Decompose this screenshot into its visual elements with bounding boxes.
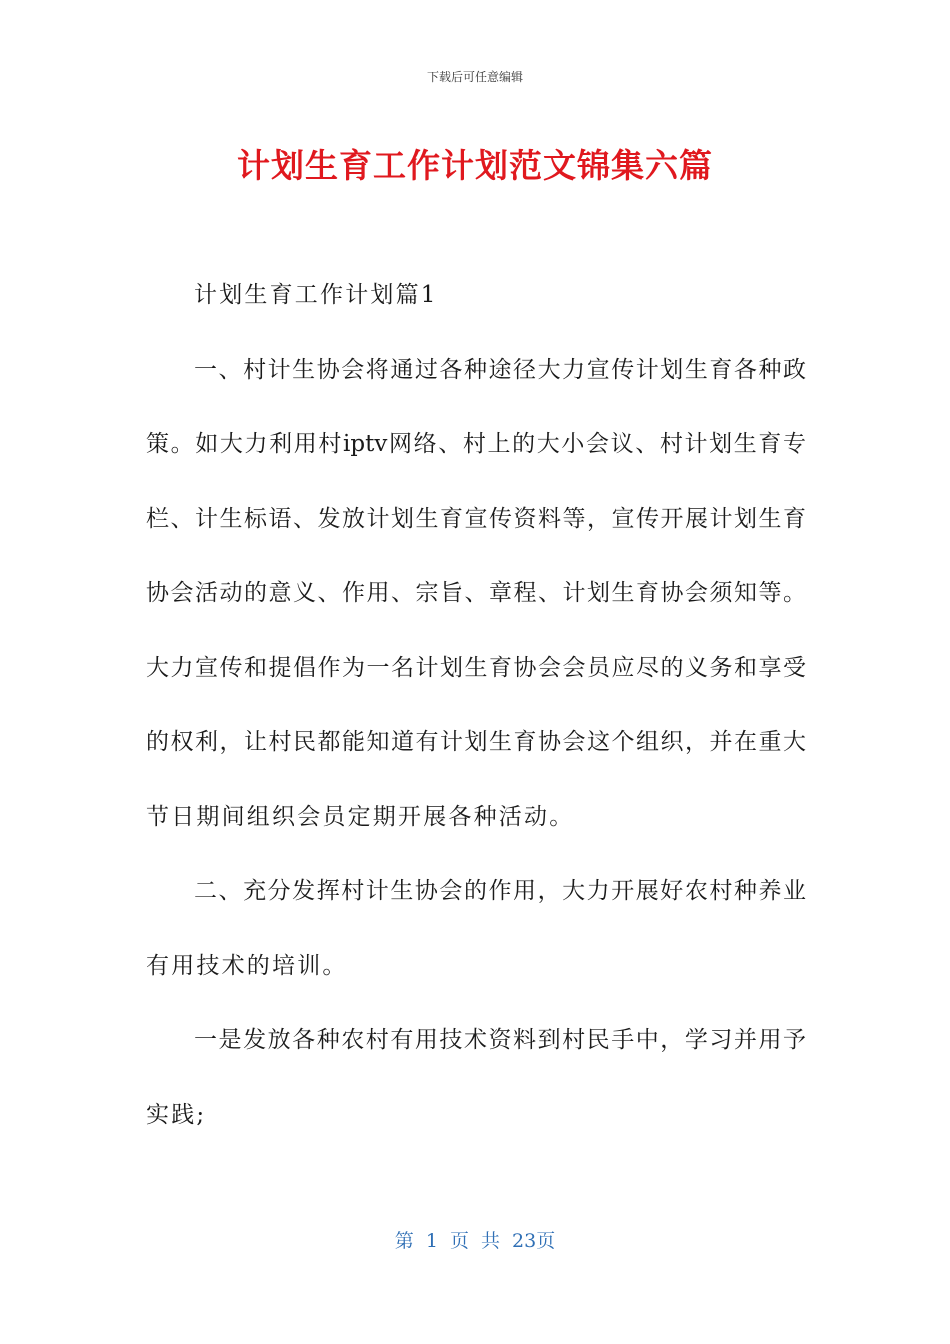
paragraph-line: 的权利，让村民都能知道有计划生育协会这个组织，并在重大 bbox=[146, 729, 806, 755]
paragraph-line: 栏、计生标语、发放计划生育宣传资料等，宣传开展计划生育 bbox=[146, 505, 806, 532]
document-body bbox=[146, 258, 806, 1152]
section-heading: 计划生育工作计划篇1 bbox=[194, 282, 438, 308]
paragraph-line: 一、村计生协会将通过各种途径大力宣传计划生育各种政 bbox=[194, 356, 806, 383]
paragraph-line: 有用技术的培训。 bbox=[146, 952, 348, 979]
document-title: 计划生育工作计划范文锦集六篇 bbox=[237, 146, 713, 185]
paragraph-line: 实践; bbox=[146, 1101, 207, 1128]
page-number-footer: 第 1 页 共 23页 bbox=[394, 1230, 556, 1252]
paragraph-line: 大力宣传和提倡作为一名计划生育协会会员应尽的义务和享受 bbox=[146, 654, 806, 681]
paragraph-line: 策。如大力利用村iptv网络、村上的大小会议、村计划生育专 bbox=[146, 431, 806, 457]
page-header-note: 下载后可任意编辑 bbox=[426, 70, 523, 84]
paragraph-line: 一是发放各种农村有用技术资料到村民手中，学习并用予 bbox=[194, 1027, 806, 1053]
paragraph-line: 节日期间组织会员定期开展各种活动。 bbox=[146, 803, 575, 830]
paragraph-line: 二、充分发挥村计生协会的作用，大力开展好农村种养业 bbox=[194, 878, 806, 904]
paragraph-line: 协会活动的意义、作用、宗旨、章程、计划生育协会须知等。 bbox=[146, 580, 806, 606]
